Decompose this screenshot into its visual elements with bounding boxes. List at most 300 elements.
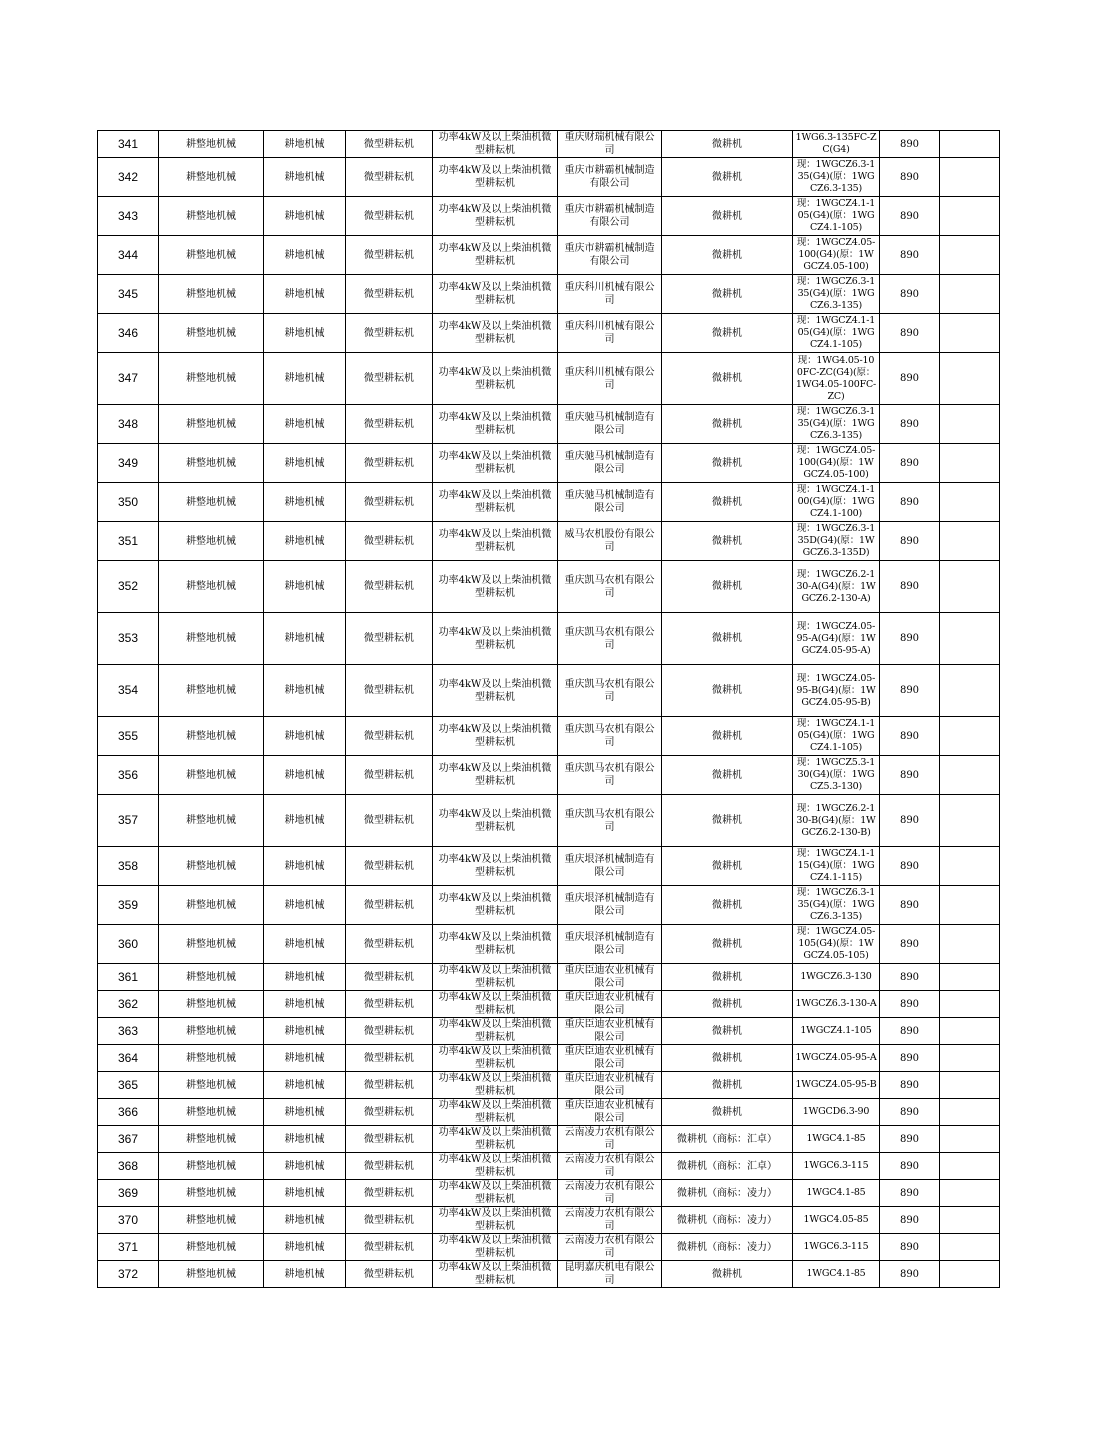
model-cell: 1WGCZ6.3-130-A	[793, 991, 880, 1018]
product-name-cell: 微耕机	[662, 275, 793, 314]
grade-cell: 功率4kW及以上柴油机微型耕耘机	[433, 314, 558, 353]
subsidy-amount-cell: 890	[880, 1072, 940, 1099]
manufacturer-cell: 重庆臣迪农业机械有限公司	[558, 1072, 662, 1099]
category-cell: 耕整地机械	[159, 131, 264, 158]
grade-cell: 功率4kW及以上柴油机微型耕耘机	[433, 886, 558, 925]
note-cell	[940, 1180, 1000, 1207]
product-name-cell: 微耕机	[662, 314, 793, 353]
subsidy-amount-cell: 890	[880, 522, 940, 561]
table-row	[98, 1180, 1000, 1207]
subsidy-amount-cell: 890	[880, 886, 940, 925]
row-number: 365	[98, 1072, 159, 1099]
table-row	[98, 444, 1000, 483]
manufacturer-cell: 云南凌力农机有限公司	[558, 1207, 662, 1234]
row-number: 363	[98, 1018, 159, 1045]
category-cell: 耕整地机械	[159, 847, 264, 886]
category-cell: 耕整地机械	[159, 717, 264, 756]
manufacturer-cell: 重庆臣迪农业机械有限公司	[558, 1045, 662, 1072]
note-cell	[940, 483, 1000, 522]
grade-cell: 功率4kW及以上柴油机微型耕耘机	[433, 1126, 558, 1153]
model-cell: 1WGCD6.3-90	[793, 1099, 880, 1126]
subcategory-cell: 耕地机械	[264, 275, 346, 314]
product-name-cell: 微耕机	[662, 522, 793, 561]
subcategory-cell: 耕地机械	[264, 717, 346, 756]
row-number: 347	[98, 353, 159, 405]
note-cell	[940, 197, 1000, 236]
category-cell: 耕整地机械	[159, 444, 264, 483]
item-cell: 微型耕耘机	[346, 1126, 433, 1153]
subcategory-cell: 耕地机械	[264, 991, 346, 1018]
category-cell: 耕整地机械	[159, 236, 264, 275]
item-cell: 微型耕耘机	[346, 1261, 433, 1288]
row-number: 362	[98, 991, 159, 1018]
item-cell: 微型耕耘机	[346, 1153, 433, 1180]
category-cell: 耕整地机械	[159, 158, 264, 197]
item-cell: 微型耕耘机	[346, 483, 433, 522]
model-cell: 1WGC6.3-115	[793, 1234, 880, 1261]
note-cell	[940, 353, 1000, 405]
product-name-cell: 微耕机	[662, 158, 793, 197]
grade-cell: 功率4kW及以上柴油机微型耕耘机	[433, 353, 558, 405]
category-cell: 耕整地机械	[159, 197, 264, 236]
model-cell: 1WGC6.3-115	[793, 1153, 880, 1180]
note-cell	[940, 561, 1000, 613]
row-number: 372	[98, 1261, 159, 1288]
grade-cell: 功率4kW及以上柴油机微型耕耘机	[433, 1099, 558, 1126]
subcategory-cell: 耕地机械	[264, 1180, 346, 1207]
grade-cell: 功率4kW及以上柴油机微型耕耘机	[433, 665, 558, 717]
table-row	[98, 405, 1000, 444]
product-name-cell: 微耕机	[662, 613, 793, 665]
note-cell	[940, 236, 1000, 275]
category-cell: 耕整地机械	[159, 561, 264, 613]
manufacturer-cell: 重庆市耕霸机械制造有限公司	[558, 197, 662, 236]
product-name-cell: 微耕机	[662, 795, 793, 847]
product-name-cell: 微耕机	[662, 886, 793, 925]
subsidy-amount-cell: 890	[880, 561, 940, 613]
category-cell: 耕整地机械	[159, 925, 264, 964]
row-number: 344	[98, 236, 159, 275]
item-cell: 微型耕耘机	[346, 795, 433, 847]
product-name-cell: 微耕机	[662, 1072, 793, 1099]
manufacturer-cell: 重庆臣迪农业机械有限公司	[558, 1099, 662, 1126]
category-cell: 耕整地机械	[159, 353, 264, 405]
table-row	[98, 1153, 1000, 1180]
subsidy-amount-cell: 890	[880, 991, 940, 1018]
subsidy-amount-cell: 890	[880, 795, 940, 847]
subcategory-cell: 耕地机械	[264, 158, 346, 197]
item-cell: 微型耕耘机	[346, 1072, 433, 1099]
manufacturer-cell: 重庆市耕霸机械制造有限公司	[558, 158, 662, 197]
subsidy-amount-cell: 890	[880, 756, 940, 795]
product-name-cell: 微耕机	[662, 444, 793, 483]
manufacturer-cell: 昆明嘉庆机电有限公司	[558, 1261, 662, 1288]
row-number: 351	[98, 522, 159, 561]
item-cell: 微型耕耘机	[346, 1234, 433, 1261]
model-cell: 现：1WGCZ6.3-135(G4)(原：1WGCZ6.3-135)	[793, 158, 880, 197]
model-cell: 1WGC4.1-85	[793, 1180, 880, 1207]
subsidy-amount-cell: 890	[880, 353, 940, 405]
category-cell: 耕整地机械	[159, 314, 264, 353]
item-cell: 微型耕耘机	[346, 991, 433, 1018]
subsidy-amount-cell: 890	[880, 131, 940, 158]
model-cell: 现：1WGCZ4.1-105(G4)(原：1WGCZ4.1-105)	[793, 717, 880, 756]
item-cell: 微型耕耘机	[346, 158, 433, 197]
subcategory-cell: 耕地机械	[264, 1018, 346, 1045]
manufacturer-cell: 重庆凯马农机有限公司	[558, 561, 662, 613]
subcategory-cell: 耕地机械	[264, 847, 346, 886]
manufacturer-cell: 云南凌力农机有限公司	[558, 1234, 662, 1261]
category-cell: 耕整地机械	[159, 1099, 264, 1126]
item-cell: 微型耕耘机	[346, 522, 433, 561]
manufacturer-cell: 重庆臣迪农业机械有限公司	[558, 964, 662, 991]
product-name-cell: 微耕机	[662, 847, 793, 886]
table-row	[98, 1261, 1000, 1288]
grade-cell: 功率4kW及以上柴油机微型耕耘机	[433, 561, 558, 613]
product-name-cell: 微耕机（商标：凌力）	[662, 1180, 793, 1207]
manufacturer-cell: 重庆科川机械有限公司	[558, 314, 662, 353]
row-number: 349	[98, 444, 159, 483]
item-cell: 微型耕耘机	[346, 756, 433, 795]
product-name-cell: 微耕机	[662, 1018, 793, 1045]
subsidy-amount-cell: 890	[880, 613, 940, 665]
product-name-cell: 微耕机	[662, 991, 793, 1018]
product-name-cell: 微耕机	[662, 1261, 793, 1288]
note-cell	[940, 444, 1000, 483]
model-cell: 现：1WGCZ6.2-130-A(G4)(原：1WGCZ6.2-130-A)	[793, 561, 880, 613]
item-cell: 微型耕耘机	[346, 925, 433, 964]
table-row	[98, 275, 1000, 314]
product-name-cell: 微耕机	[662, 1045, 793, 1072]
table-row	[98, 665, 1000, 717]
subcategory-cell: 耕地机械	[264, 1045, 346, 1072]
grade-cell: 功率4kW及以上柴油机微型耕耘机	[433, 131, 558, 158]
item-cell: 微型耕耘机	[346, 1099, 433, 1126]
model-cell: 现：1WGCZ4.1-105(G4)(原：1WGCZ4.1-105)	[793, 197, 880, 236]
row-number: 367	[98, 1126, 159, 1153]
manufacturer-cell: 重庆市耕霸机械制造有限公司	[558, 236, 662, 275]
subsidy-amount-cell: 890	[880, 1018, 940, 1045]
model-cell: 现：1WGCZ6.2-130-B(G4)(原：1WGCZ6.2-130-B)	[793, 795, 880, 847]
row-number: 371	[98, 1234, 159, 1261]
subcategory-cell: 耕地机械	[264, 1072, 346, 1099]
grade-cell: 功率4kW及以上柴油机微型耕耘机	[433, 158, 558, 197]
grade-cell: 功率4kW及以上柴油机微型耕耘机	[433, 1153, 558, 1180]
subcategory-cell: 耕地机械	[264, 444, 346, 483]
subcategory-cell: 耕地机械	[264, 522, 346, 561]
row-number: 364	[98, 1045, 159, 1072]
row-number: 370	[98, 1207, 159, 1234]
row-number: 346	[98, 314, 159, 353]
model-cell: 1WGCZ4.05-95-B	[793, 1072, 880, 1099]
note-cell	[940, 847, 1000, 886]
subcategory-cell: 耕地机械	[264, 964, 346, 991]
table-row	[98, 1126, 1000, 1153]
table-row	[98, 795, 1000, 847]
product-name-cell: 微耕机（商标：汇卓）	[662, 1126, 793, 1153]
item-cell: 微型耕耘机	[346, 886, 433, 925]
category-cell: 耕整地机械	[159, 1180, 264, 1207]
manufacturer-cell: 重庆凯马农机有限公司	[558, 717, 662, 756]
grade-cell: 功率4kW及以上柴油机微型耕耘机	[433, 197, 558, 236]
subcategory-cell: 耕地机械	[264, 405, 346, 444]
subsidy-amount-cell: 890	[880, 1099, 940, 1126]
subcategory-cell: 耕地机械	[264, 925, 346, 964]
row-number: 352	[98, 561, 159, 613]
note-cell	[940, 795, 1000, 847]
item-cell: 微型耕耘机	[346, 236, 433, 275]
category-cell: 耕整地机械	[159, 886, 264, 925]
row-number: 343	[98, 197, 159, 236]
subcategory-cell: 耕地机械	[264, 314, 346, 353]
model-cell: 现：1WGCZ4.05-100(G4)(原：1WGCZ4.05-100)	[793, 236, 880, 275]
table-row	[98, 158, 1000, 197]
table-row	[98, 964, 1000, 991]
grade-cell: 功率4kW及以上柴油机微型耕耘机	[433, 756, 558, 795]
model-cell: 1WGCZ4.05-95-A	[793, 1045, 880, 1072]
row-number: 360	[98, 925, 159, 964]
category-cell: 耕整地机械	[159, 522, 264, 561]
item-cell: 微型耕耘机	[346, 444, 433, 483]
item-cell: 微型耕耘机	[346, 353, 433, 405]
row-number: 366	[98, 1099, 159, 1126]
note-cell	[940, 613, 1000, 665]
note-cell	[940, 314, 1000, 353]
model-cell: 现：1WGCZ6.3-135(G4)(原：1WGCZ6.3-135)	[793, 405, 880, 444]
item-cell: 微型耕耘机	[346, 1207, 433, 1234]
subcategory-cell: 耕地机械	[264, 131, 346, 158]
product-name-cell: 微耕机	[662, 353, 793, 405]
subcategory-cell: 耕地机械	[264, 561, 346, 613]
model-cell: 1WGCZ4.1-105	[793, 1018, 880, 1045]
note-cell	[940, 1045, 1000, 1072]
manufacturer-cell: 重庆科川机械有限公司	[558, 353, 662, 405]
category-cell: 耕整地机械	[159, 1261, 264, 1288]
item-cell: 微型耕耘机	[346, 847, 433, 886]
model-cell: 现：1WGCZ4.05-105(G4)(原：1WGCZ4.05-105)	[793, 925, 880, 964]
manufacturer-cell: 云南凌力农机有限公司	[558, 1126, 662, 1153]
manufacturer-cell: 重庆驰马机械制造有限公司	[558, 483, 662, 522]
manufacturer-cell: 重庆垠泽机械制造有限公司	[558, 925, 662, 964]
product-name-cell: 微耕机	[662, 236, 793, 275]
manufacturer-cell: 重庆垠泽机械制造有限公司	[558, 886, 662, 925]
subsidy-amount-cell: 890	[880, 665, 940, 717]
model-cell: 1WGC4.1-85	[793, 1261, 880, 1288]
grade-cell: 功率4kW及以上柴油机微型耕耘机	[433, 847, 558, 886]
row-number: 355	[98, 717, 159, 756]
model-cell: 现：1WGCZ4.05-100(G4)(原：1WGCZ4.05-100)	[793, 444, 880, 483]
table-row	[98, 991, 1000, 1018]
manufacturer-cell: 重庆凯马农机有限公司	[558, 756, 662, 795]
row-number: 353	[98, 613, 159, 665]
subsidy-amount-cell: 890	[880, 1126, 940, 1153]
subsidy-amount-cell: 890	[880, 1045, 940, 1072]
item-cell: 微型耕耘机	[346, 665, 433, 717]
row-number: 359	[98, 886, 159, 925]
row-number: 341	[98, 131, 159, 158]
table-row	[98, 236, 1000, 275]
subcategory-cell: 耕地机械	[264, 613, 346, 665]
grade-cell: 功率4kW及以上柴油机微型耕耘机	[433, 1180, 558, 1207]
item-cell: 微型耕耘机	[346, 131, 433, 158]
subsidy-amount-cell: 890	[880, 1180, 940, 1207]
table-row	[98, 353, 1000, 405]
grade-cell: 功率4kW及以上柴油机微型耕耘机	[433, 1207, 558, 1234]
table-row	[98, 522, 1000, 561]
model-cell: 1WGC4.05-85	[793, 1207, 880, 1234]
item-cell: 微型耕耘机	[346, 717, 433, 756]
table-row	[98, 1072, 1000, 1099]
subcategory-cell: 耕地机械	[264, 756, 346, 795]
category-cell: 耕整地机械	[159, 795, 264, 847]
item-cell: 微型耕耘机	[346, 964, 433, 991]
model-cell: 现：1WGCZ4.1-115(G4)(原：1WGCZ4.1-115)	[793, 847, 880, 886]
note-cell	[940, 756, 1000, 795]
grade-cell: 功率4kW及以上柴油机微型耕耘机	[433, 1234, 558, 1261]
subsidy-amount-cell: 890	[880, 925, 940, 964]
model-cell: 现：1WGCZ6.3-135(G4)(原：1WGCZ6.3-135)	[793, 275, 880, 314]
grade-cell: 功率4kW及以上柴油机微型耕耘机	[433, 522, 558, 561]
note-cell	[940, 522, 1000, 561]
subsidy-amount-cell: 890	[880, 1234, 940, 1261]
note-cell	[940, 991, 1000, 1018]
table-row	[98, 1045, 1000, 1072]
subsidy-amount-cell: 890	[880, 717, 940, 756]
row-number: 348	[98, 405, 159, 444]
row-number: 361	[98, 964, 159, 991]
note-cell	[940, 1018, 1000, 1045]
grade-cell: 功率4kW及以上柴油机微型耕耘机	[433, 925, 558, 964]
product-name-cell: 微耕机	[662, 1099, 793, 1126]
table-row	[98, 1207, 1000, 1234]
subsidy-amount-cell: 890	[880, 197, 940, 236]
manufacturer-cell: 重庆科川机械有限公司	[558, 275, 662, 314]
subsidy-amount-cell: 890	[880, 847, 940, 886]
item-cell: 微型耕耘机	[346, 1180, 433, 1207]
category-cell: 耕整地机械	[159, 1234, 264, 1261]
manufacturer-cell: 重庆财瑞机械有限公司	[558, 131, 662, 158]
category-cell: 耕整地机械	[159, 1153, 264, 1180]
product-name-cell: 微耕机	[662, 665, 793, 717]
table-row	[98, 561, 1000, 613]
product-name-cell: 微耕机	[662, 197, 793, 236]
subsidy-amount-cell: 890	[880, 444, 940, 483]
item-cell: 微型耕耘机	[346, 405, 433, 444]
category-cell: 耕整地机械	[159, 964, 264, 991]
manufacturer-cell: 重庆凯马农机有限公司	[558, 795, 662, 847]
model-cell: 现：1WGCZ6.3-135D(G4)(原：1WGCZ6.3-135D)	[793, 522, 880, 561]
category-cell: 耕整地机械	[159, 1072, 264, 1099]
subsidy-amount-cell: 890	[880, 405, 940, 444]
category-cell: 耕整地机械	[159, 991, 264, 1018]
grade-cell: 功率4kW及以上柴油机微型耕耘机	[433, 405, 558, 444]
table-row	[98, 483, 1000, 522]
grade-cell: 功率4kW及以上柴油机微型耕耘机	[433, 1018, 558, 1045]
subsidy-amount-cell: 890	[880, 1261, 940, 1288]
subcategory-cell: 耕地机械	[264, 1234, 346, 1261]
subcategory-cell: 耕地机械	[264, 1261, 346, 1288]
category-cell: 耕整地机械	[159, 1207, 264, 1234]
subsidy-amount-cell: 890	[880, 1207, 940, 1234]
subsidy-amount-cell: 890	[880, 483, 940, 522]
row-number: 368	[98, 1153, 159, 1180]
item-cell: 微型耕耘机	[346, 561, 433, 613]
item-cell: 微型耕耘机	[346, 1045, 433, 1072]
manufacturer-cell: 威马农机股份有限公司	[558, 522, 662, 561]
table-row	[98, 314, 1000, 353]
product-name-cell: 微耕机	[662, 561, 793, 613]
subcategory-cell: 耕地机械	[264, 1099, 346, 1126]
subsidy-amount-cell: 890	[880, 158, 940, 197]
note-cell	[940, 925, 1000, 964]
subcategory-cell: 耕地机械	[264, 795, 346, 847]
table-row	[98, 886, 1000, 925]
subsidy-amount-cell: 890	[880, 314, 940, 353]
table-row	[98, 717, 1000, 756]
row-number: 357	[98, 795, 159, 847]
product-name-cell: 微耕机	[662, 483, 793, 522]
subsidy-amount-cell: 890	[880, 1153, 940, 1180]
item-cell: 微型耕耘机	[346, 1018, 433, 1045]
subcategory-cell: 耕地机械	[264, 483, 346, 522]
model-cell: 1WGCZ6.3-130	[793, 964, 880, 991]
manufacturer-cell: 重庆凯马农机有限公司	[558, 665, 662, 717]
grade-cell: 功率4kW及以上柴油机微型耕耘机	[433, 964, 558, 991]
product-name-cell: 微耕机	[662, 405, 793, 444]
grade-cell: 功率4kW及以上柴油机微型耕耘机	[433, 1261, 558, 1288]
note-cell	[940, 1261, 1000, 1288]
grade-cell: 功率4kW及以上柴油机微型耕耘机	[433, 1045, 558, 1072]
product-name-cell: 微耕机（商标：凌力）	[662, 1207, 793, 1234]
subcategory-cell: 耕地机械	[264, 1153, 346, 1180]
note-cell	[940, 1207, 1000, 1234]
model-cell: 1WGC4.1-85	[793, 1126, 880, 1153]
grade-cell: 功率4kW及以上柴油机微型耕耘机	[433, 1072, 558, 1099]
grade-cell: 功率4kW及以上柴油机微型耕耘机	[433, 795, 558, 847]
category-cell: 耕整地机械	[159, 1126, 264, 1153]
grade-cell: 功率4kW及以上柴油机微型耕耘机	[433, 483, 558, 522]
row-number: 358	[98, 847, 159, 886]
note-cell	[940, 665, 1000, 717]
manufacturer-cell: 云南凌力农机有限公司	[558, 1153, 662, 1180]
category-cell: 耕整地机械	[159, 665, 264, 717]
item-cell: 微型耕耘机	[346, 275, 433, 314]
row-number: 345	[98, 275, 159, 314]
note-cell	[940, 964, 1000, 991]
subcategory-cell: 耕地机械	[264, 353, 346, 405]
subcategory-cell: 耕地机械	[264, 1126, 346, 1153]
model-cell: 现：1WGCZ4.1-105(G4)(原：1WGCZ4.1-105)	[793, 314, 880, 353]
model-cell: 现：1WG4.05-100FC-ZC(G4)(原：1WG4.05-100FC-ZC)	[793, 353, 880, 405]
manufacturer-cell: 重庆驰马机械制造有限公司	[558, 405, 662, 444]
table-row	[98, 197, 1000, 236]
subcategory-cell: 耕地机械	[264, 1207, 346, 1234]
grade-cell: 功率4kW及以上柴油机微型耕耘机	[433, 613, 558, 665]
note-cell	[940, 1126, 1000, 1153]
subsidy-amount-cell: 890	[880, 964, 940, 991]
manufacturer-cell: 云南凌力农机有限公司	[558, 1180, 662, 1207]
model-cell: 现：1WGCZ6.3-135(G4)(原：1WGCZ6.3-135)	[793, 886, 880, 925]
product-name-cell: 微耕机（商标：汇卓）	[662, 1153, 793, 1180]
product-name-cell: 微耕机	[662, 964, 793, 991]
note-cell	[940, 1234, 1000, 1261]
grade-cell: 功率4kW及以上柴油机微型耕耘机	[433, 236, 558, 275]
model-cell: 1WG6.3-135FC-ZC(G4)	[793, 131, 880, 158]
item-cell: 微型耕耘机	[346, 197, 433, 236]
product-name-cell: 微耕机	[662, 756, 793, 795]
grade-cell: 功率4kW及以上柴油机微型耕耘机	[433, 275, 558, 314]
manufacturer-cell: 重庆臣迪农业机械有限公司	[558, 1018, 662, 1045]
